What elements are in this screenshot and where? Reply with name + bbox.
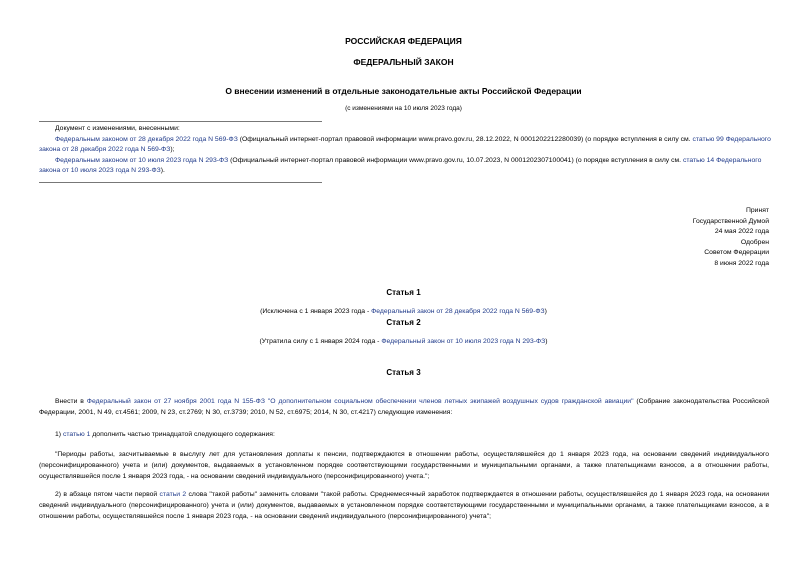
paragraph-3: "Периоды работы, засчитываемые в выслугу лет для установления доплаты к пенсии, подтверждаются в отношении работы, осуществлявшейся до 1 января 2023 года, на основании сведений индивидуального (персонифицированного) учета и (или) документов, выдаваемых в установленном порядке соответствующими государственными и муниципальными органами, а также плательщиками взносов, а в отношении работы, осуществлявшейся после 1 января 2023 года, - на основании сведений индивидуального (персонифицированного) учета."; (39, 451, 769, 480)
law-type-heading: ФЕДЕРАЛЬНЫЙ ЗАКОН (353, 57, 454, 67)
accepted-line-2: Государственной Думой (692, 217, 769, 225)
paragraph-4 (39, 489, 769, 522)
change-link-293fz[interactable]: Федеральным законом от 10 июля 2023 года N 293-ФЗ (55, 156, 229, 164)
changes-intro: Документ с изменениями, внесенными: (55, 125, 180, 132)
article-1-note-post: ) (544, 308, 547, 315)
accepted-line-6: 8 июня 2022 года (714, 259, 769, 267)
change-link-569fz[interactable]: Федеральным законом от 28 декабря 2022 года N 569-ФЗ (55, 135, 238, 143)
accepted-line-5: Советом Федерации (704, 249, 769, 257)
change-item-2-end: ). (160, 167, 165, 174)
p2-pre: 1) (55, 431, 63, 438)
edition-note: (с изменениями на 10 июля 2023 года) (345, 105, 462, 112)
paragraph-2 (39, 429, 769, 440)
p4-article-link[interactable]: статьи 2 (159, 491, 187, 498)
article-3-title: Статья 3 (386, 368, 421, 377)
article-1-note-link[interactable]: Федеральный закон от 28 декабря 2022 года N 569-ФЗ (371, 308, 545, 315)
change-item-1 (39, 135, 771, 156)
article-2-note-pre: (Утратила силу с 1 января 2024 года - (259, 338, 382, 345)
p1-pre: Внести в (55, 398, 87, 405)
accepted-line-1: Принят (745, 207, 769, 214)
changes-block (39, 124, 771, 177)
document-title: О внесении изменений в отдельные законодательные акты Российской Федерации (225, 86, 582, 96)
accepted-line-3: 24 мая 2022 года (714, 228, 769, 236)
accepted-line-4: Одобрен (740, 238, 769, 246)
p1-post: (Собрание законодательства Российской Федерации, 2001, N 49, ст.4561; 2009, N 23, ст.2769; N 30, ст.3739; 2010, N 52, ст.6975; 2014, N 30, ст.4217) следующие изменения: (39, 398, 769, 416)
p2-article-link[interactable]: статью 1 (62, 431, 91, 438)
article-1-note-pre: (Исключена с 1 января 2023 года - (260, 308, 372, 315)
article-2-note-post: ) (545, 338, 548, 345)
change-item-2 (39, 156, 771, 177)
change-link-article99[interactable]: статью 99 Федерального закона от 28 декабря 2022 года N 569-ФЗ (39, 135, 771, 153)
change-link-article14[interactable]: статью 14 Федерального закона от 10 июля 2023 года N 293-ФЗ (39, 156, 762, 174)
p4-pre: 2) в абзаце пятом части первой (55, 491, 160, 498)
accepted-block (693, 206, 769, 270)
divider-bottom (39, 182, 322, 183)
article-2-note (0, 338, 807, 345)
p1-law-link[interactable]: Федеральный закон от 27 ноября 2001 года N 155-ФЗ "О дополнительном социальном обеспечении членов летных экипажей воздушных судов гражданской авиации" (86, 398, 634, 405)
p4-post: слова "такой работы" заменить словами "такой работы. Среднемесячный заработок подтверждается в отношении работы, осуществлявшейся до 1 января 2023 года, на основании сведений индивидуального (персонифицированного) учета и (или) документов, выдаваемых в установленном порядке соответствующими государственными и муниципальными органами, а также плательщиками взносов, а в отношении работы, осуществлявшейся после 1 января 2023 года, - на основании сведений индивидуального (персонифицированного) учета"; (39, 491, 769, 520)
article-1-title: Статья 1 (386, 288, 421, 297)
article-2-title: Статья 2 (386, 318, 421, 327)
divider-top (39, 121, 322, 122)
country-heading: РОССИЙСКАЯ ФЕДЕРАЦИЯ (345, 36, 462, 46)
article-1-note (0, 308, 807, 315)
change-item-1-end: ); (170, 146, 175, 153)
article-2-note-link[interactable]: Федеральный закон от 10 июля 2023 года N 293-ФЗ (381, 338, 546, 345)
p2-post: дополнить частью тринадцатой следующего содержания: (90, 431, 275, 438)
paragraph-1 (39, 396, 769, 418)
change-item-2-text: (Официальный интернет-портал правовой информации www.pravo.gov.ru, 10.07.2023, N 0001202307100041) (о порядке вступления в силу см. (228, 156, 683, 164)
change-item-1-text: (Официальный интернет-портал правовой информации www.pravo.gov.ru, 28.12.2022, N 0001202212280039) (о порядке вступления в силу см. (237, 135, 693, 143)
